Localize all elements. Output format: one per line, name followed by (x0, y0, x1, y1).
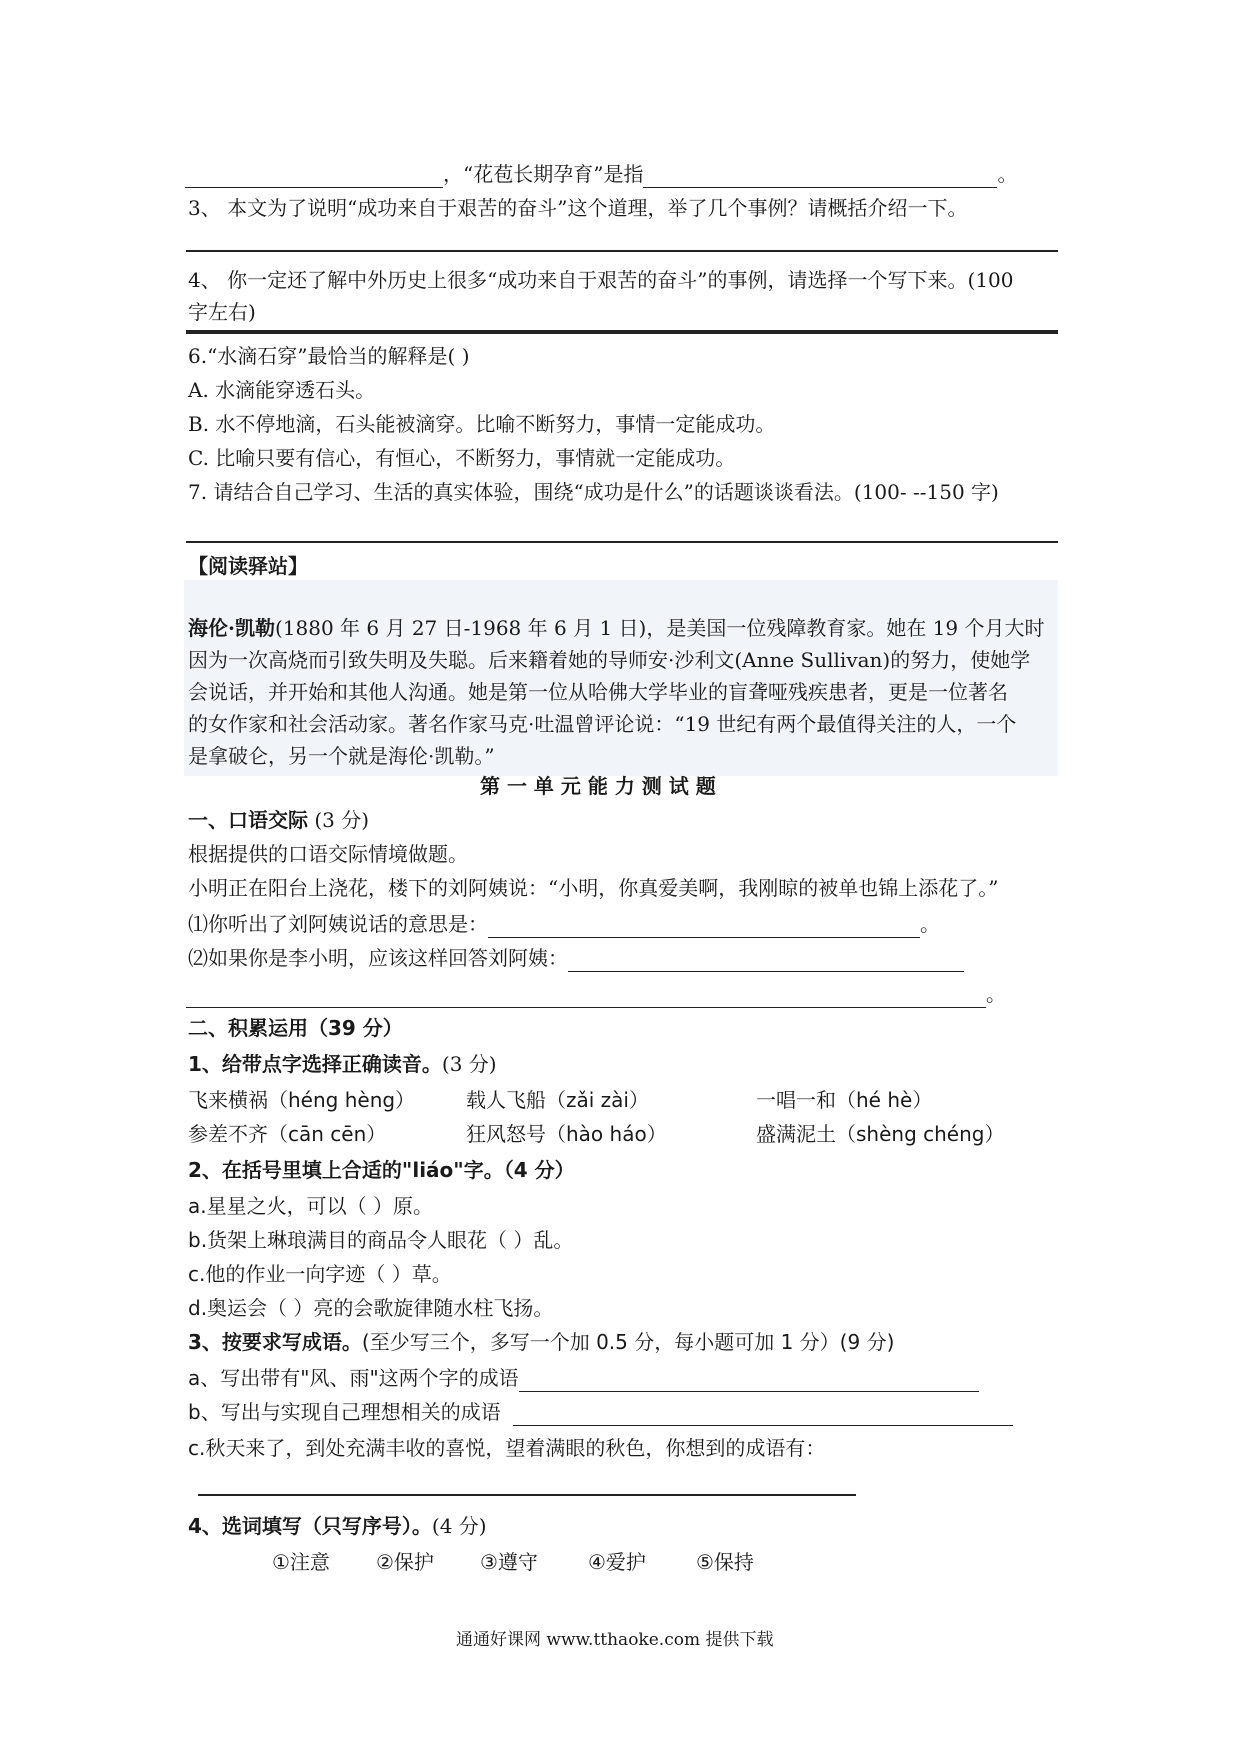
answer-blank[interactable] (643, 165, 997, 188)
section-1-intro: 根据提供的口语交际情境做题。 (188, 842, 468, 866)
section-1-q2-continued: 。 (186, 980, 1006, 1008)
section-1-heading: 一、口语交际 (3 分) (188, 808, 370, 832)
pinyin-item: 盛满泥土（shèng chéng） (756, 1122, 1005, 1146)
section-2-q3: 3、按要求写成语。(至少写三个，多写一个加 0.5 分，每小题可加 1 分）(9 分) (188, 1330, 895, 1354)
question-4-line1: 4、 你一定还了解中外历史上很多“成功来自于艰苦的奋斗”的事例，请选择一个写下来。(100 (188, 268, 1014, 292)
reading-line-3: 会说话，并开始和其他人沟通。她是第一位从哈佛大学毕业的盲聋哑残疾患者，更是一位著名 (188, 680, 1008, 704)
pinyin-item: 飞来横祸（héng hèng） (188, 1088, 416, 1112)
pinyin-item: 一唱一和（hé hè） (756, 1088, 933, 1112)
pinyin-item: 参差不齐（cān cēn） (188, 1122, 387, 1146)
option-c: C. 比喻只要有信心，有恒心，不断努力，事情就一定能成功。 (188, 446, 736, 470)
reading-line-4: 的女作家和社会活动家。著名作家马克·吐温曾评论说：“19 世纪有两个最值得关注的人，一个 (188, 712, 1017, 736)
test-title: 第 一 单 元 能 力 测 试 题 (480, 774, 716, 798)
answer-line[interactable] (198, 1494, 856, 1496)
question-6: 6.“水滴石穿”最恰当的解释是( ) (188, 344, 470, 368)
page-footer: 通通好课网 www.tthaoke.com 提供下载 (456, 1630, 774, 1650)
question-3: 3、 本文为了说明“成功来自于艰苦的奋斗”这个道理，举了几个事例？请概括介绍一下。 (188, 196, 968, 220)
reading-line-1: 海伦·凯勒(1880 年 6 月 27 日-1968 年 6 月 1 日)，是美国一位残障教育家。她在 19 个月大时 (188, 616, 1045, 640)
word-option: ④爱护 (588, 1550, 646, 1574)
pinyin-item: 狂风怒号（hào háo） (466, 1122, 667, 1146)
answer-blank[interactable] (488, 915, 920, 938)
question-4-line2: 字左右) (188, 300, 256, 324)
section-1-q2: ⑵如果你是李小明，应该这样回答刘阿姨： (188, 944, 964, 972)
word-option: ①注意 (272, 1550, 330, 1574)
pinyin-item: 载人飞船（zǎi zài） (466, 1088, 649, 1112)
option-a: A. 水滴能穿透石头。 (188, 378, 376, 402)
answer-blank[interactable] (186, 985, 986, 1008)
section-1-scenario: 小明正在阳台上浇花，楼下的刘阿姨说：“小明，你真爱美啊，我刚晾的被单也锦上添花了。” (188, 876, 999, 900)
word-option: ③遵守 (480, 1550, 538, 1574)
fill-item: a.星星之火，可以（ ）原。 (188, 1194, 433, 1218)
person-name: 海伦·凯勒 (188, 616, 275, 640)
fill-item: c.他的作业一向字迹（ ）草。 (188, 1262, 452, 1286)
answer-blank[interactable] (185, 165, 443, 188)
section-2-heading: 二、积累运用（39 分） (188, 1016, 403, 1040)
answer-blank[interactable] (513, 1403, 1013, 1426)
option-b: B. 水不停地滴，石头能被滴穿。比喻不断努力，事情一定能成功。 (188, 412, 776, 436)
idiom-q-a: a、写出带有"风、雨"这两个字的成语 (188, 1364, 979, 1392)
section-1-q1: ⑴你听出了刘阿姨说话的意思是： 。 (188, 912, 940, 936)
section-2-q4: 4、选词填写（只写序号）。(4 分) (188, 1514, 487, 1538)
section-2-q2: 2、在括号里填上合适的"liáo"字。（4 分） (188, 1158, 575, 1182)
fill-item: d.奥运会（ ）亮的会歌旋律随水柱飞扬。 (188, 1296, 554, 1320)
idiom-q-c: c.秋天来了，到处充满丰收的喜悦，望着满眼的秋色，你想到的成语有： (188, 1436, 826, 1460)
answer-line[interactable] (186, 250, 1058, 252)
word-option: ⑤保持 (696, 1550, 754, 1574)
answer-line[interactable] (186, 541, 1058, 543)
fill-line-q2: ，“花苞长期孕育”是指 。 (185, 160, 1017, 188)
idiom-q-b: b、写出与实现自己理想相关的成语 (188, 1398, 1013, 1426)
answer-blank[interactable] (519, 1369, 979, 1392)
answer-blank[interactable] (568, 949, 964, 972)
word-option: ②保护 (376, 1550, 434, 1574)
answer-line[interactable] (186, 330, 1058, 334)
reading-header: 【阅读驿站】 (188, 554, 308, 578)
reading-line-5: 是拿破仑，另一个就是海伦·凯勒。” (188, 744, 495, 768)
reading-line-2: 因为一次高烧而引致失明及失聪。后来籍着她的导师安·沙利文(Anne Sullivan)的努力，使她学 (188, 648, 1031, 672)
fill-item: b.货架上琳琅满目的商品令人眼花（ ）乱。 (188, 1228, 574, 1252)
question-7: 7. 请结合自己学习、生活的真实体验，围绕“成功是什么”的话题谈谈看法。(100- --150 字) (188, 480, 999, 504)
section-2-q1: 1、给带点字选择正确读音。(3 分) (188, 1052, 497, 1076)
